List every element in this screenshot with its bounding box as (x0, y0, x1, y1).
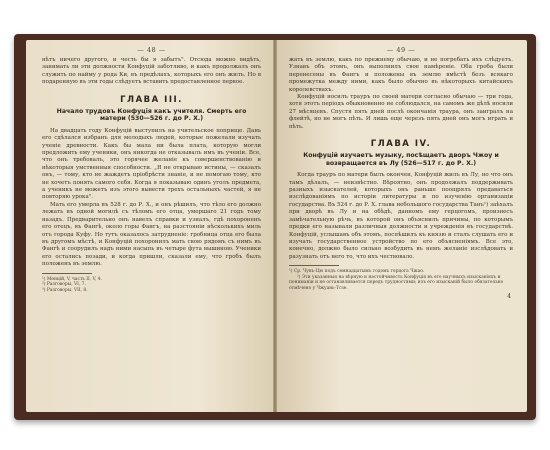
footnote: ²) Эти указанныя на вѣрную и настойчивость Конфуція въ его научныхъ изысканіяхъ и пониманіи и не останавливается передъ трудностями; изъ его изысканій было обязательно отмѣчено у Чжуань-Тсзе. (289, 274, 504, 291)
chapter-heading-4: ГЛАВА IV. (370, 139, 432, 150)
page-number-right: — 49 — (386, 46, 416, 54)
right-top-text: жать въ землю, какъ по прежнему обычаю, и не погребать ихъ слѣдуетъ. Узнавъ объ этомъ, онъ выполнилъ свое намѣреніе. Оба гроба были перенесены въ Фангъ и положены въ землю вмѣстѣ безъ всякаго промежутка между ними, какъ было обычно въ нѣкоторыхъ китайскихъ королевствахъ. (289, 57, 513, 93)
left-paragraph: На двадцать году Конфуцій выступилъ на учительское поприще. Дань его сдѣлался избранъ для молодыхъ людей, которые пожелали изучать ученіе древности. Какъ бы мала ни была плата, которую могли предложить ему ученики, онъ никогда не отказывалъ имъ въ ученіи. Все, что онъ требовалъ, это горячее желаніе къ совершенствованію и нѣкоторыя умственныя способности. „Я не открываю истины, — сказалъ онъ, — тому, кто не жаждетъ пріобрѣсти знаніе, и не помогаю тому, кто не хочетъ понять самого себя. Когда я показываю одинъ уголъ предмета, а ученикъ не можетъ изъ этого вывести трехъ остальныхъ частей, я не повторяю урока". (42, 127, 261, 201)
printer-signature: 4 (507, 292, 511, 300)
right-paragraph: Конфуцій носилъ трауръ по своей матери согласно обычаю — три года, хотя этотъ періодъ обыкновенно не соблюдался, на самомъ же дѣлѣ носили 27 мѣсяцевъ. Спустя пять дней послѣ окончанія траура, онъ заигралъ на флейтѣ, но не могъ пѣть. И лишь еще черезъ пять дней онъ могъ играть и пѣть. (289, 94, 513, 130)
left-page (26, 40, 273, 412)
chapter-title-3: Начало трудовъ Конфуція какъ учителя. Смерть его матери (530—526 г. до Р. Х.) (56, 107, 247, 123)
right-paragraph: Когда трауръ по матери былъ окончен, Конфуцій жилъ въ Лу, но что онъ тамъ дѣлалъ, — неизвѣстно. Вѣроятно, онъ продолжалъ поддерживать разныхъ изыскателей, которыхъ онъ раньше поощрялъ предаваться изслѣдованіямъ по исторіи литературы и по изученію организаціи государства. Въ 524 г. до Р. Х. глава небольшого государства Танъ¹) заѣхалъ при дворѣ въ Лу и на обѣдѣ, данномъ ему герцогомъ, произнесъ замѣчательную рѣчь, въ которой онъ объяснилъ причины, по которымъ предки его называли различныя должности и учрежденія въ государствѣ. Конфуцій, услышавъ объ этомъ, поспѣшилъ къ князю и сталъ слушать его и изучать государственное устройство по его объясненіямъ. Все это, конечно, должно было сильно возбудить въ немъ желаніе изслѣдовать и разузнать отъ него то, что ихъ чествовало. (289, 172, 513, 260)
footnote: ¹) Менцій, V, часть II, V, 4. (42, 276, 102, 282)
right-page (277, 40, 527, 412)
footnote-rule (42, 273, 92, 274)
footnote-rule (289, 265, 339, 266)
chapter-title-4: Конфуцій изучаетъ музыку, посѣщаетъ дворъ Чжоу и возвращается въ Лу (526—517 г. до Р. Х.) (303, 152, 499, 167)
chapter-heading-3: ГЛАВА III. (120, 94, 183, 105)
page-number-left: — 48 — (137, 46, 166, 54)
footnote: ³) Разговоры, VII, 8. (42, 287, 88, 293)
left-top-text: нѣтъ ничего другого, и честь бы я забытъ". Отсюда можно видѣть, занимать ли эти должности Конфуцій заботливо, и какъ продолжалъ онъ служить по найму у рода Ки, въ предѣлахъ, которыхъ его онъ жилъ. Но в подаренную въ эти годы слѣдуетъ вставить предоставленное первое. (42, 57, 261, 86)
footnote: ¹) Ср. Чунь-Цю подъ семнадцатымъ годомъ герцога Чжао. (289, 269, 425, 275)
footnote: ²) Разговоры, VI, 7. (42, 282, 86, 288)
open-book (14, 34, 536, 420)
left-paragraph: Мать его умерла въ 528 г. до Р. Х., и онъ рѣшилъ, что тѣло его должно лежать въ одной могилѣ съ тѣломъ его отца, умершаго 21 годъ тому назадъ. Предварительно онъ навелъ справки и узналъ, гдѣ похороненъ его отецъ, въ Фангѣ, около горы Фангъ, на разстояніи нѣсколькихъ миль отъ города Куфу. Но тутъ оказалось затрудненіе: гробница отца его была въ другомъ мѣстѣ, и Конфуцій похоронилъ мать свою рядомъ съ нимъ въ Фангѣ и соорудилъ надъ ними насыпь въ четыре фута вышиною. Ученики его остались позади, и когда пришли, сказали ему, что гробъ былъ положенъ въ землю. (42, 201, 261, 268)
